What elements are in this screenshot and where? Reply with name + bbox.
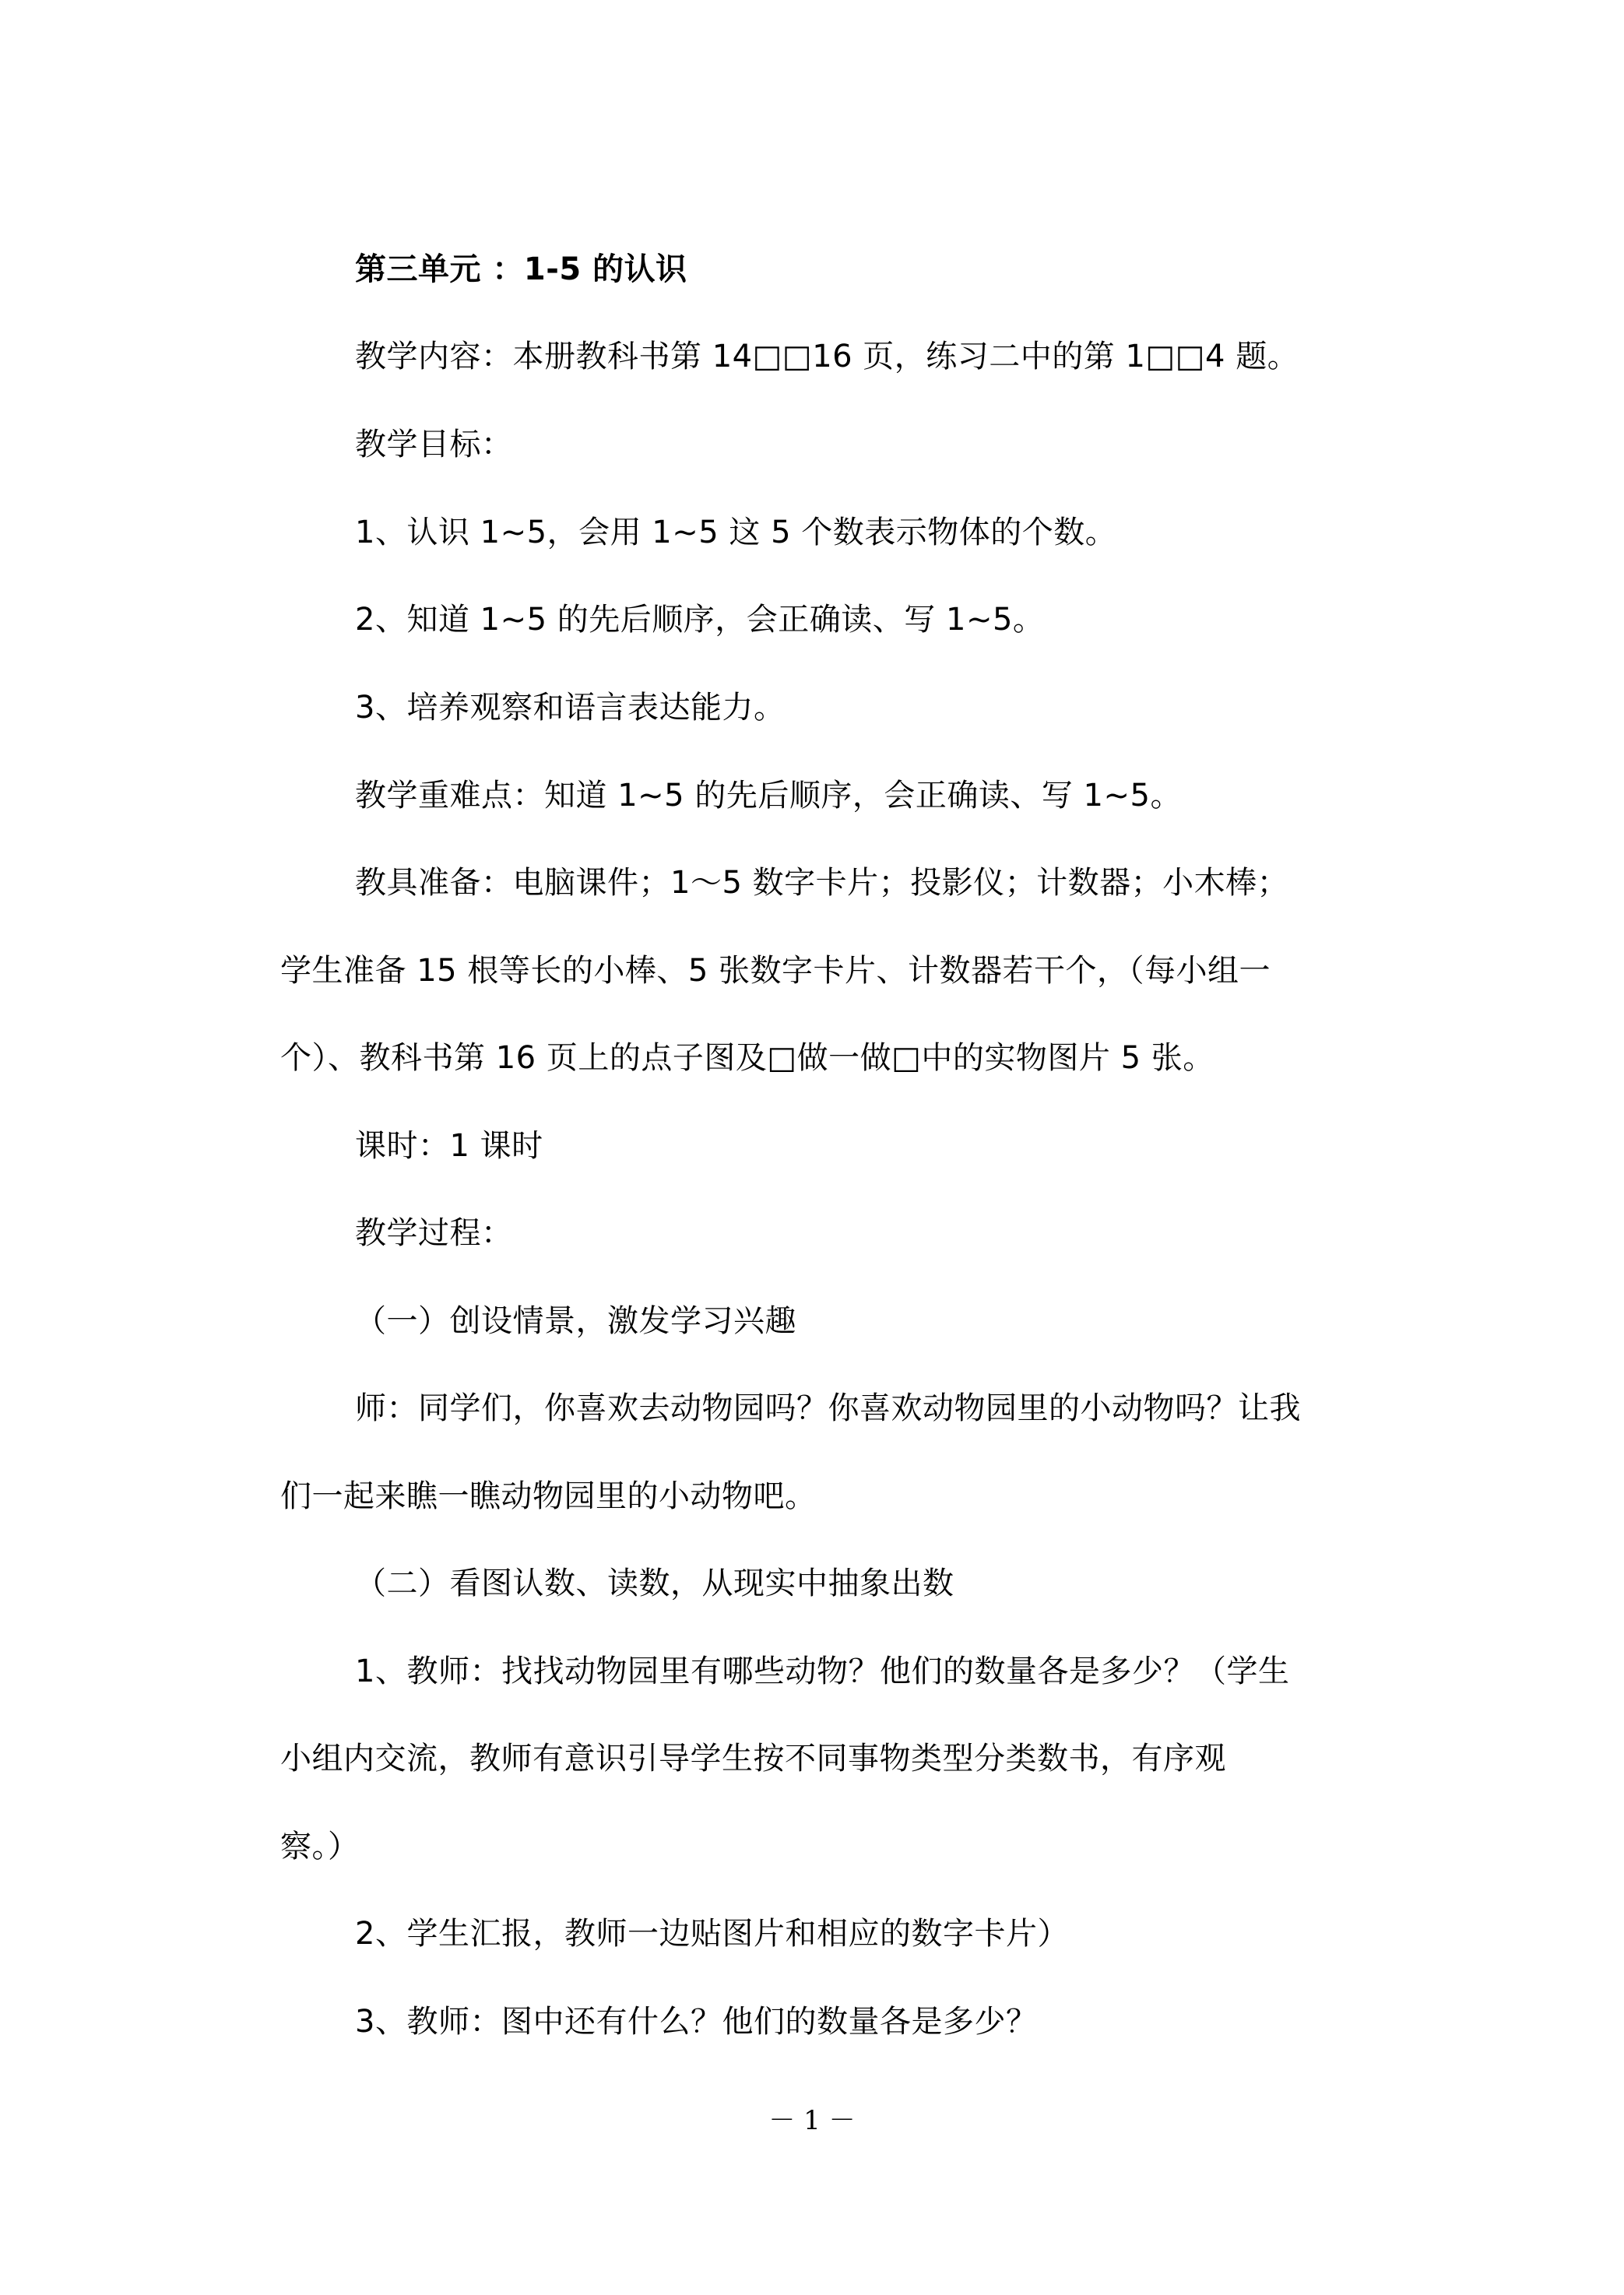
paragraph-step-1-line-3: 察。） (280, 1829, 360, 1864)
paragraph-goal-3: 3、培养观察和语言表达能力。 (355, 690, 786, 726)
paragraph-step-2: 2、学生汇报，教师一边贴图片和相应的数字卡片） (355, 1916, 1069, 1952)
paragraph-teaching-content: 教学内容：本册教科书第 14□□16 页，练习二中的第 1□□4 题。 (355, 339, 1299, 374)
paragraph-materials-line-1: 教具准备：电脑课件；1～5 数字卡片；投影仪；计数器；小木棒； (355, 865, 1289, 901)
paragraph-goal-2: 2、知道 1~5 的先后顺序，会正确读、写 1~5。 (355, 602, 1045, 638)
paragraph-step-3: 3、教师：图中还有什么？他们的数量各是多少？ (355, 2004, 1038, 2040)
paragraph-process-heading: 教学过程： (355, 1215, 513, 1251)
paragraph-teacher-intro-line-1: 师：同学们，你喜欢去动物园吗？你喜欢动物园里的小动物吗？让我 (355, 1390, 1301, 1426)
paragraph-step-1-line-1: 1、教师：找找动物园里有哪些动物？他们的数量各是多少？（学生 (355, 1654, 1290, 1689)
paragraph-key-points: 教学重难点：知道 1~5 的先后顺序，会正确读、写 1~5。 (355, 778, 1182, 814)
paragraph-teacher-intro-line-2: 们一起来瞧一瞧动物园里的小动物吧。 (280, 1478, 817, 1514)
paragraph-teaching-goals-heading: 教学目标： (355, 427, 513, 462)
paragraph-goal-1: 1、认识 1~5，会用 1~5 这 5 个数表示物体的个数。 (355, 515, 1117, 550)
document-title: 第三单元 ：1-5 的认识 (355, 251, 687, 287)
paragraph-step-1-line-2: 小组内交流，教师有意识引导学生按不同事物类型分类数书，有序观 (280, 1741, 1226, 1777)
paragraph-section-2-heading: （二）看图认数、读数，从现实中抽象出数 (355, 1566, 954, 1601)
paragraph-section-1-heading: （一）创设情景，激发学习兴趣 (355, 1303, 796, 1339)
page-number: － 1 － (768, 2105, 856, 2136)
paragraph-class-hours: 课时：1 课时 (355, 1128, 543, 1164)
paragraph-materials-line-2: 学生准备 15 根等长的小棒、5 张数字卡片、计数器若干个，（每小组一 (280, 953, 1271, 989)
paragraph-materials-line-3: 个）、教科书第 16 页上的点子图及□做一做□中的实物图片 5 张。 (280, 1040, 1214, 1076)
